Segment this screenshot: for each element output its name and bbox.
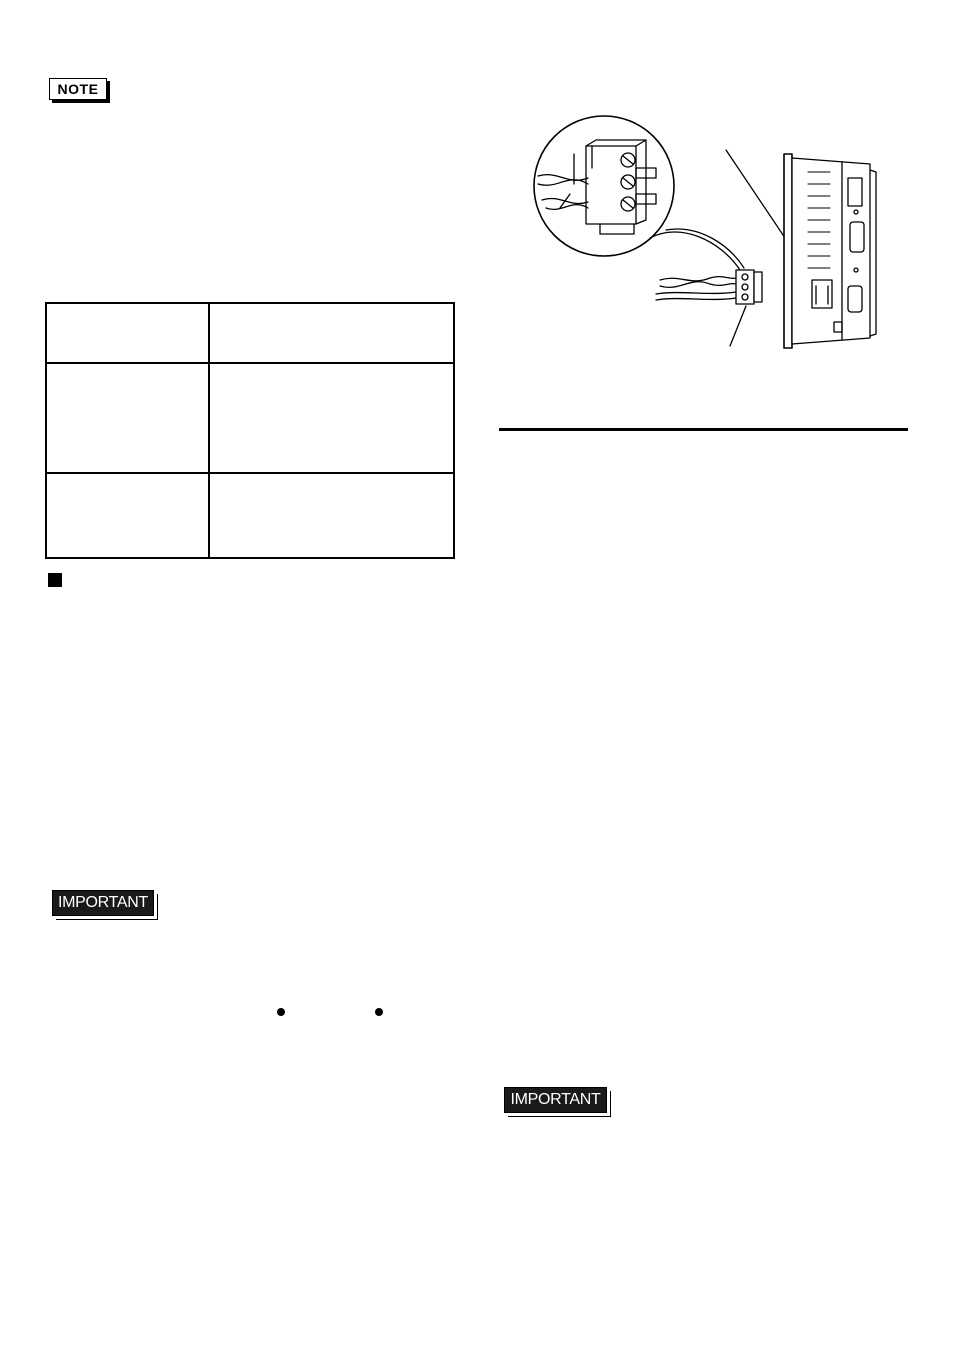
square-bullet-icon xyxy=(48,573,62,587)
section-rule xyxy=(499,428,908,431)
note-badge-label: NOTE xyxy=(57,81,99,97)
important-badge xyxy=(52,890,154,916)
important-badge xyxy=(504,1087,607,1113)
table-cell xyxy=(46,363,209,473)
table-row xyxy=(46,303,454,363)
note-badge xyxy=(49,78,107,100)
table-cell xyxy=(209,473,454,558)
table-row xyxy=(46,473,454,558)
spec-table xyxy=(45,302,455,559)
important-badge-label: IMPORTANT xyxy=(510,1091,601,1108)
table-cell xyxy=(46,303,209,363)
table-cell xyxy=(209,303,454,363)
bullet-dot-icon xyxy=(375,1008,383,1016)
table-row xyxy=(46,363,454,473)
power-connector-wiring-illustration xyxy=(530,110,890,360)
table-cell xyxy=(209,363,454,473)
table-cell xyxy=(46,473,209,558)
important-badge-label: IMPORTANT xyxy=(57,894,149,911)
bullet-dot-icon xyxy=(277,1008,285,1016)
